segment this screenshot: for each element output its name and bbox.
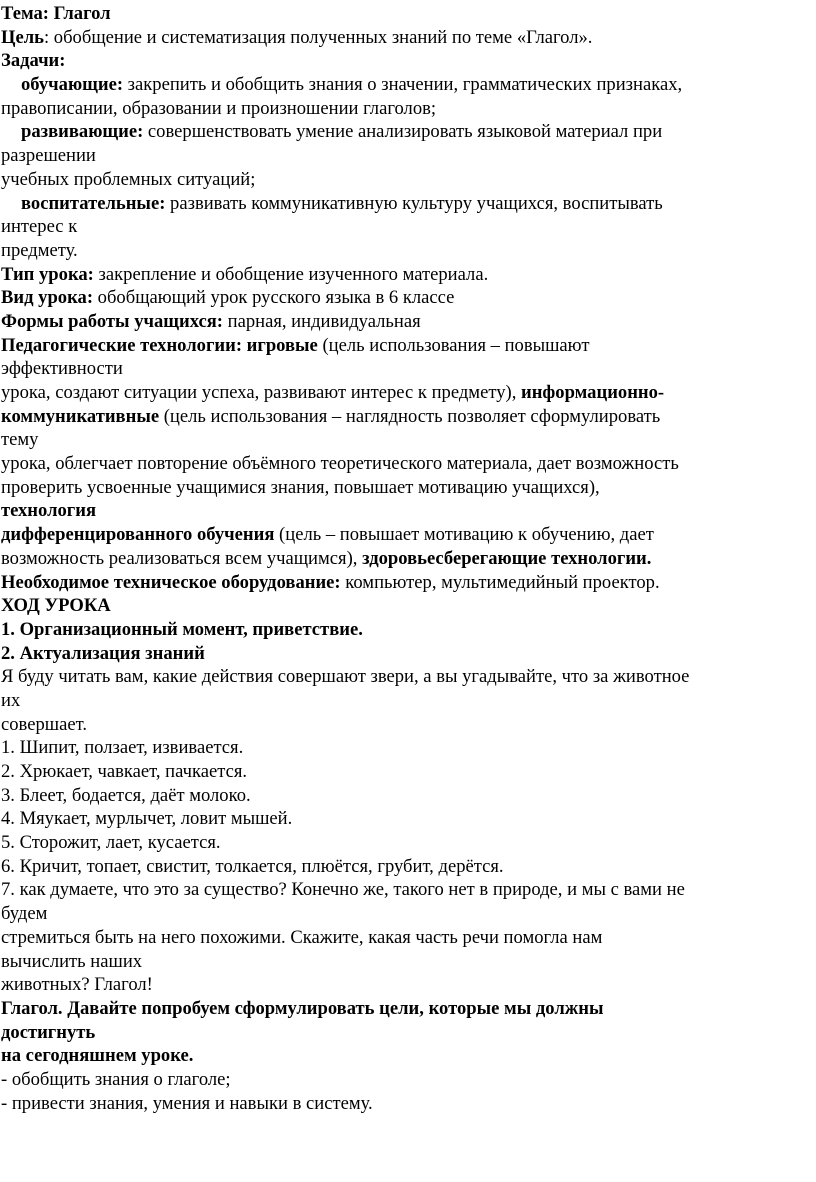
goal-label: Цель bbox=[1, 26, 44, 48]
task-educational-label: воспитательные: bbox=[21, 192, 166, 214]
theme-value: Глагол bbox=[48, 3, 111, 24]
theme-line bbox=[1, 2, 816, 26]
lesson-type-line: Тип урока: закрепление и обобщение изученного материала. bbox=[1, 263, 489, 285]
task-developing-label: развивающие: bbox=[21, 121, 144, 143]
course-heading: ХОД УРОКА bbox=[1, 595, 111, 617]
task-teaching: обучающие: закрепить и обобщить знания о значении, грамматических признаках, bbox=[21, 74, 683, 96]
ped-tech-line: Педагогические технологии: игровые (цель использования – повышают bbox=[1, 334, 590, 356]
task-teaching-cont: правописании, образовании и произношении глаголов; bbox=[1, 97, 437, 119]
list-item: 6. Кричит, топает, свистит, толкается, плюётся, грубит, дерётся. bbox=[1, 855, 504, 877]
step-2: 2. Актуализация знаний bbox=[1, 642, 205, 664]
equipment-line: Необходимое техническое оборудование: компьютер, мультимедийный проектор. bbox=[1, 571, 660, 593]
goal-line bbox=[1, 26, 816, 50]
conclusion-line: Глагол. Давайте попробуем сформулировать цели, которые мы должны bbox=[1, 997, 604, 1019]
work-forms-line: Формы работы учащихся: парная, индивидуальная bbox=[1, 310, 421, 332]
theme-label: Тема: bbox=[1, 3, 49, 24]
list-item: 1. Шипит, ползает, извивается. bbox=[1, 737, 244, 759]
goal-item: - обобщить знания о глаголе; bbox=[1, 1068, 231, 1090]
list-item: 2. Хрюкает, чавкает, пачкается. bbox=[1, 761, 248, 782]
document-page: Тема: Глагол Цель: обобщение и систематизация полученных знаний по теме «Глагол». Задачи: обучающие: закрепить и обобщить знания о значении, грамматических признаках, правописании, образовании и произношении глаголов; развивающие: совершенствовать умение анализировать языковой материал при разрешении учебных проблемных ситуаций; воспитательные: развивать коммуникативную культуру учащихся, воспитывать интерес к предмету. Тип урока: закрепление и обобщение изученного материала. Вид урока: обобщающий урок русского языка в 6 классе Формы работы учащихся: парная, индивидуальная Педагогические технологии: игровые (цель использования – повышают эффективности урока, создают ситуации успеха, развивают интерес к предмету), информационно- коммуникативные (цель использования – наглядность позволяет сформулировать тему урока, облегчает повторение объёмного теоретического материала, дает возможность проверить усвоенные учащимися знания, повышает мотивацию учащихся), технология дифференцированного обучения (цель – повышает мотивацию к обучению, дает возможность реализоваться всем учащимся), здоровьесберегающие технологии. Необходимое техническое оборудование: компьютер, мультимедийный проектор. ХОД УРОКА 1. Организационный момент, приветствие. 2. Актуализация знаний Я буду читать вам, какие действия совершают звери, а вы угадывайте, что за животное их совершает. 1. Шипит, ползает, извивается. 2. Хрюкает, чавкает, пачкается. 3. Блеет, бодается, даёт молоко. 4. Мяукает, мурлычет, ловит мышей. 5. Сторожит, лает, кусается. 6. Кричит, топает, свистит, толкается, плюётся, грубит, дерётся. 7. как думаете, что это за существо? Конечно же, такого нет в природе, и мы с вами не будем стремиться быть на него похожими. Скажите, какая часть речи помогла нам вычислить наших животных? Глагол! Глагол. Давайте попробуем сформулировать цели, которые мы должны достигнуть на сегодняшнем уроке. - обобщить знания о глаголе; - привести знания, умения и навыки в систему. bbox=[0, 0, 816, 1182]
intro-line: Я буду читать вам, какие действия совершают звери, а вы угадывайте, что за животное bbox=[1, 666, 690, 688]
task-teaching-label: обучающие: bbox=[21, 74, 124, 96]
step-1: 1. Организационный момент, приветствие. bbox=[1, 618, 363, 640]
list-item-7: 7. как думаете, что это за существо? Конечно же, такого нет в природе, и мы с вами не bbox=[1, 879, 685, 901]
task-educational: воспитательные: развивать коммуникативную культуру учащихся, воспитывать bbox=[21, 192, 663, 214]
list-item: 4. Мяукает, мурлычет, ловит мышей. bbox=[1, 808, 293, 830]
list-item: 5. Сторожит, лает, кусается. bbox=[1, 832, 221, 854]
goal-text: : обобщение и систематизация полученных знаний по теме «Глагол». bbox=[43, 26, 593, 48]
goal-item: - привести знания, умения и навыки в систему. bbox=[1, 1092, 373, 1114]
task-developing: развивающие: совершенствовать умение анализировать языковой материал при bbox=[21, 121, 663, 143]
tasks-heading: Задачи: bbox=[1, 50, 66, 72]
list-item: 3. Блеет, бодается, даёт молоко. bbox=[1, 784, 251, 806]
lesson-kind-line: Вид урока: обобщающий урок русского языка в 6 классе bbox=[1, 287, 455, 309]
